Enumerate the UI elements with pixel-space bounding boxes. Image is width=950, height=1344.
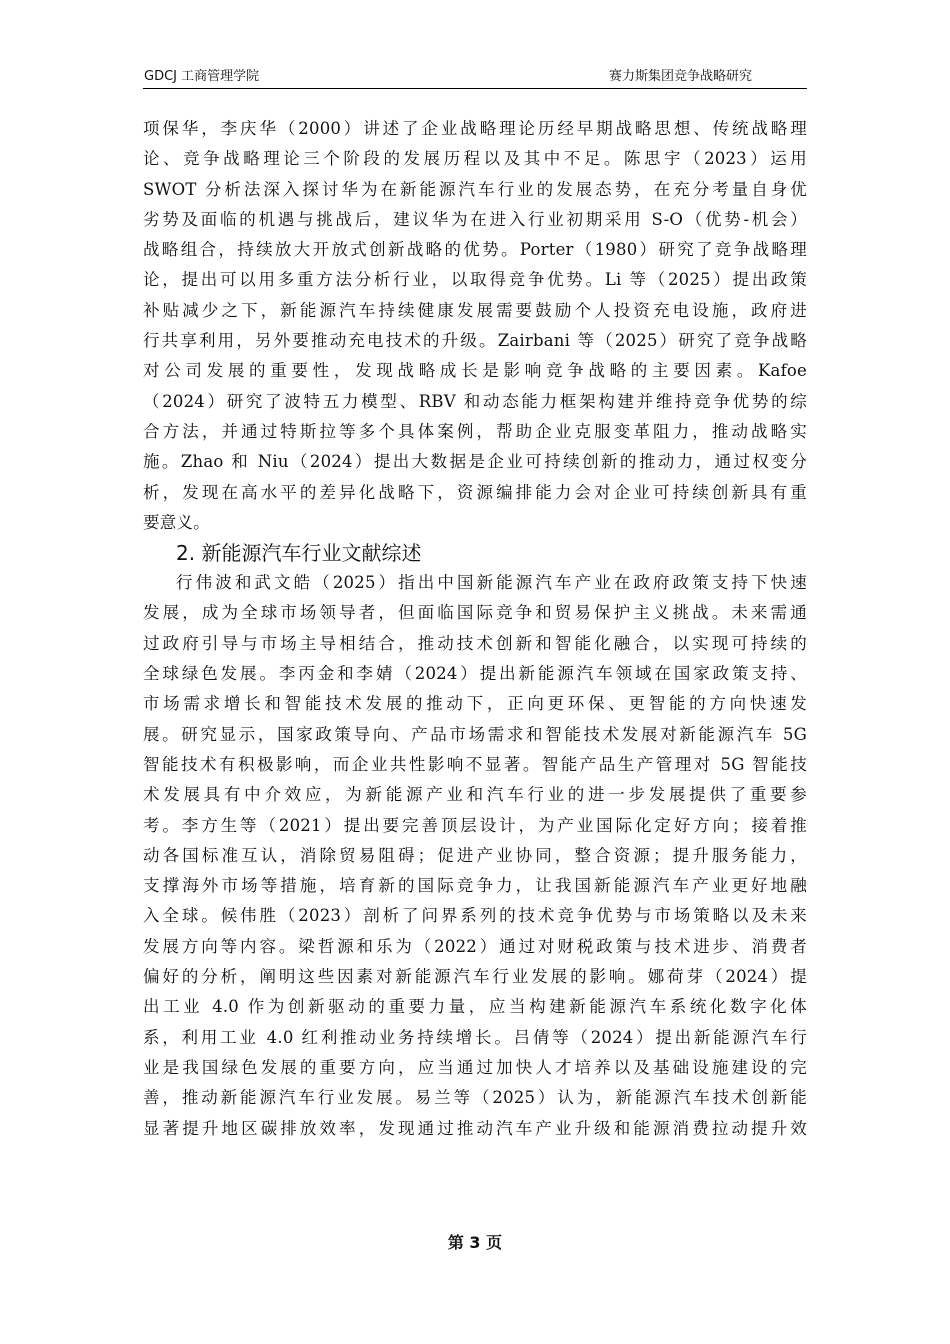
- text-line: 要意义。: [143, 512, 210, 532]
- text-line: 出工业 4.0 作为创新驱动的重要力量，应当构建新能源汽车系统化数字化体: [143, 997, 807, 1017]
- page-header: [143, 68, 807, 89]
- text-line: 善，推动新能源汽车行业发展。易兰等（2025）认为，新能源汽车技术创新能: [143, 1088, 807, 1108]
- body-text: [143, 114, 807, 1144]
- text-line: 行伟波和武文皓（2025）指出中国新能源汽车产业在政府政策支持下快速: [176, 573, 807, 593]
- text-line: （2024）研究了波特五力模型、RBV 和动态能力框架构建并维持竞争优势的综: [143, 391, 807, 411]
- text-line: 术发展具有中介效应，为新能源产业和汽车行业的进一步发展提供了重要参: [143, 785, 807, 805]
- text-line: 发展，成为全球市场领导者，但面临国际竞争和贸易保护主义挑战。未来需通: [143, 603, 807, 623]
- text-line: 入全球。候伟胜（2023）剖析了问界系列的技术竞争优势与市场策略以及未来: [143, 906, 807, 926]
- text-line: 考。李方生等（2021）提出要完善顶层设计，为产业国际化定好方向；接着推: [143, 815, 807, 835]
- text-line: 合方法，并通过特斯拉等多个具体案例，帮助企业克服变革阻力，推动战略实: [143, 421, 807, 441]
- text-line: 战略组合，持续放大开放式创新战略的优势。Porter（1980）研究了竞争战略理: [143, 240, 807, 260]
- text-line: SWOT 分析法深入探讨华为在新能源汽车行业的发展态势，在充分考量自身优: [143, 179, 807, 199]
- page-number: 第 3 页: [447, 1233, 503, 1252]
- text-line: 项保华，李庆华（2000）讲述了企业战略理论历经早期战略思想、传统战略理: [143, 119, 807, 138]
- text-line: 补贴减少之下，新能源汽车持续健康发展需要鼓励个人投资充电设施，政府进: [143, 300, 807, 320]
- text-line: 施。Zhao 和 Niu（2024）提出大数据是企业可持续创新的推动力，通过权变分: [143, 452, 807, 472]
- text-line: 过政府引导与市场主导相结合，推动技术创新和智能化融合，以实现可持续的: [143, 633, 807, 653]
- section-heading: 2. 新能源汽车行业文献综述: [176, 541, 422, 566]
- text-line: 发展方向等内容。梁哲源和乐为（2022）通过对财税政策与技术进步、消费者: [143, 936, 807, 956]
- text-line: 全球绿色发展。李丙金和李婧（2024）提出新能源汽车领域在国家政策支持、: [143, 664, 807, 684]
- text-line: 论、竞争战略理论三个阶段的发展历程以及其中不足。陈思宇（2023）运用: [143, 149, 807, 169]
- paragraph-strategy-literature: [143, 114, 807, 538]
- text-line: 行共享利用，另外要推动充电技术的升级。Zairbani 等（2025）研究了竞争战略: [143, 331, 807, 351]
- header-document-title: 赛力斯集团竞争战略研究: [608, 69, 752, 84]
- text-line: 展。研究显示，国家政策导向、产品市场需求和智能技术发展对新能源汽车 5G: [143, 724, 807, 744]
- text-line: 显著提升地区碳排放效率，发现通过推动汽车产业升级和能源消费拉动提升效: [143, 1118, 807, 1138]
- text-line: 对公司发展的重要性，发现战略成长是影响竞争战略的主要因素。Kafoe: [143, 361, 807, 381]
- text-line: 动各国标准互认，消除贸易阻碍；促进产业协同，整合资源；提升服务能力，: [143, 845, 807, 865]
- text-line: 系，利用工业 4.0 红利推动业务持续增长。吕倩等（2024）提出新能源汽车行: [143, 1027, 807, 1047]
- paragraph-nev-literature: [143, 568, 807, 1144]
- text-line: 劣势及面临的机遇与挑战后，建议华为在进入行业初期采用 S-O（优势-机会）: [143, 209, 807, 229]
- text-line: 偏好的分析，阐明这些因素对新能源汽车行业发展的影响。娜荷芽（2024）提: [143, 967, 807, 987]
- text-line: 市场需求增长和智能技术发展的推动下，正向更环保、更智能的方向快速发: [143, 694, 807, 714]
- text-line: 论，提出可以用多重方法分析行业，以取得竞争优势。Li 等（2025）提出政策: [143, 270, 807, 290]
- text-line: 析，发现在高水平的差异化战略下，资源编排能力会对企业可持续创新具有重: [143, 482, 807, 502]
- text-line: 支撑海外市场等措施，培育新的国际竞争力，让我国新能源汽车产业更好地融: [143, 876, 807, 896]
- text-line: 智能技术有积极影响，而企业共性影响不显著。智能产品生产管理对 5G 智能技: [143, 754, 807, 774]
- text-line: 业是我国绿色发展的重要方向，应当通过加快人才培养以及基础设施建设的完: [143, 1057, 807, 1077]
- header-institution: GDCJ 工商管理学院: [144, 69, 260, 84]
